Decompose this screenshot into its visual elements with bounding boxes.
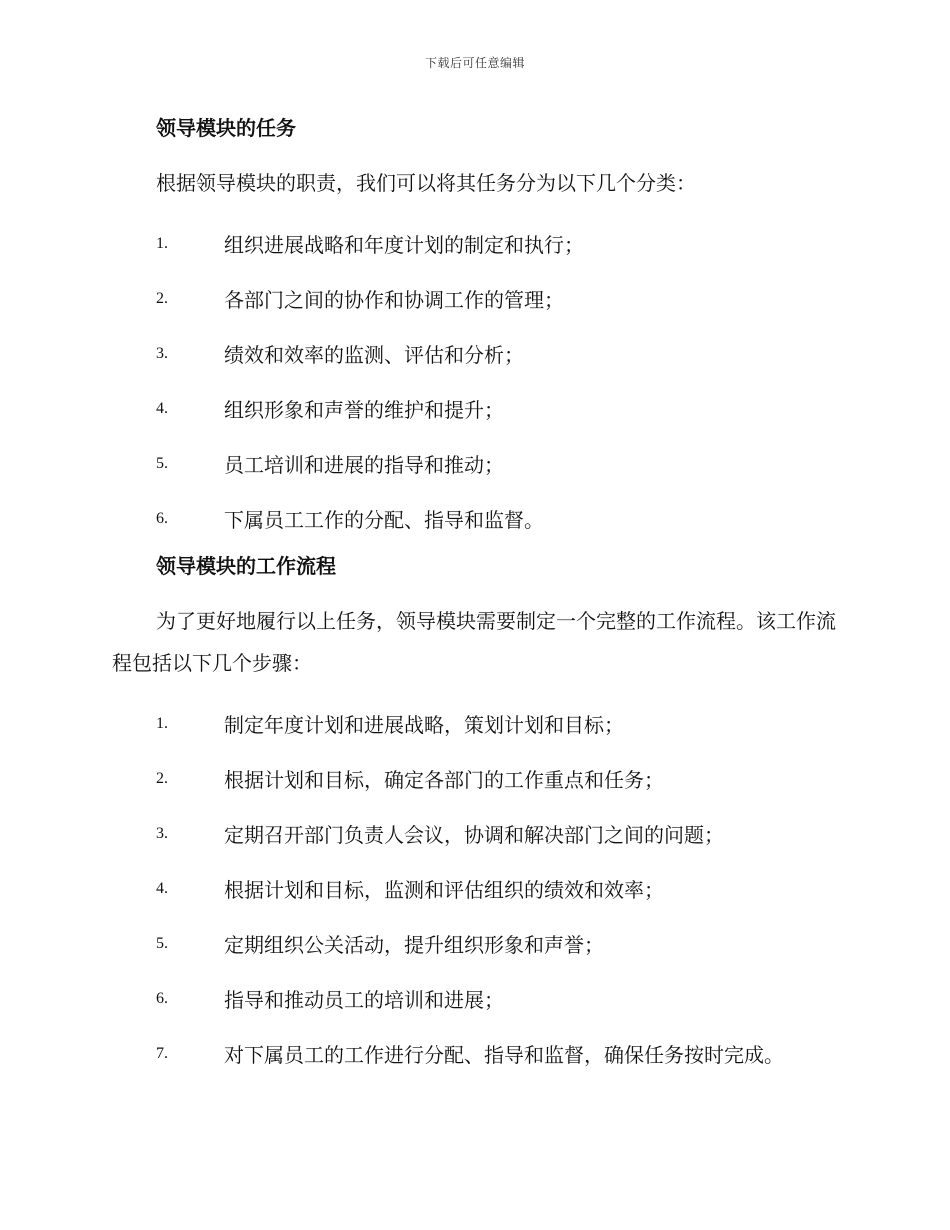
document-body (112, 108, 837, 1081)
list-item (112, 271, 837, 326)
section-intro-tasks: 根据领导模块的职责，我们可以将其任务分为以下几个分类： (156, 171, 696, 195)
list-text: 定期组织公关活动，提升组织形象和声誉； (224, 933, 604, 957)
list-number: 6. (156, 509, 168, 527)
list-number: 5. (156, 934, 168, 952)
list-text: 根据计划和目标，监测和评估组织的绩效和效率； (224, 878, 664, 902)
list-number: 3. (156, 824, 168, 842)
list-number: 4. (156, 399, 168, 417)
list-number: 2. (156, 289, 168, 307)
list-number: 7. (156, 1044, 168, 1062)
list-item (112, 696, 837, 751)
list-item (112, 436, 837, 491)
list-text: 组织形象和声誉的维护和提升； (224, 398, 504, 422)
list-number: 5. (156, 454, 168, 472)
list-text: 下属员工工作的分配、指导和监督。 (224, 508, 544, 532)
list-item (112, 491, 837, 546)
list-text: 制定年度计划和进展战略，策划计划和目标； (224, 713, 624, 737)
list-text: 指导和推动员工的培训和进展； (224, 988, 504, 1012)
list-number: 1. (156, 714, 168, 732)
task-list (112, 216, 837, 546)
list-text: 定期召开部门负责人会议，协调和解决部门之间的问题； (224, 823, 724, 847)
list-number: 3. (156, 344, 168, 362)
list-text: 根据计划和目标，确定各部门的工作重点和任务； (224, 768, 664, 792)
list-text: 各部门之间的协作和协调工作的管理； (224, 288, 564, 312)
list-text: 员工培训和进展的指导和推动； (224, 453, 504, 477)
page-header: 下载后可任意编辑 (424, 56, 525, 70)
list-number: 1. (156, 234, 168, 252)
list-item (112, 216, 837, 271)
section-heading-workflow: 领导模块的工作流程 (156, 554, 336, 578)
list-text: 对下属员工的工作进行分配、指导和监督，确保任务按时完成。 (224, 1043, 784, 1067)
list-number: 2. (156, 769, 168, 787)
section-heading-tasks: 领导模块的任务 (156, 116, 296, 140)
list-item (112, 1026, 837, 1081)
list-item (112, 751, 837, 806)
list-item (112, 861, 837, 916)
list-item (112, 806, 837, 861)
workflow-list (112, 696, 837, 1081)
section-intro-workflow: 为了更好地履行以上任务，领导模块需要制定一个完整的工作流程。该工作流程包括以下几个步骤： (112, 609, 836, 675)
list-text: 组织进展战略和年度计划的制定和执行； (224, 233, 584, 257)
list-item (112, 971, 837, 1026)
list-number: 4. (156, 879, 168, 897)
list-text: 绩效和效率的监测、评估和分析； (224, 343, 524, 367)
list-number: 6. (156, 989, 168, 1007)
list-item (112, 916, 837, 971)
list-item (112, 326, 837, 381)
list-item (112, 381, 837, 436)
